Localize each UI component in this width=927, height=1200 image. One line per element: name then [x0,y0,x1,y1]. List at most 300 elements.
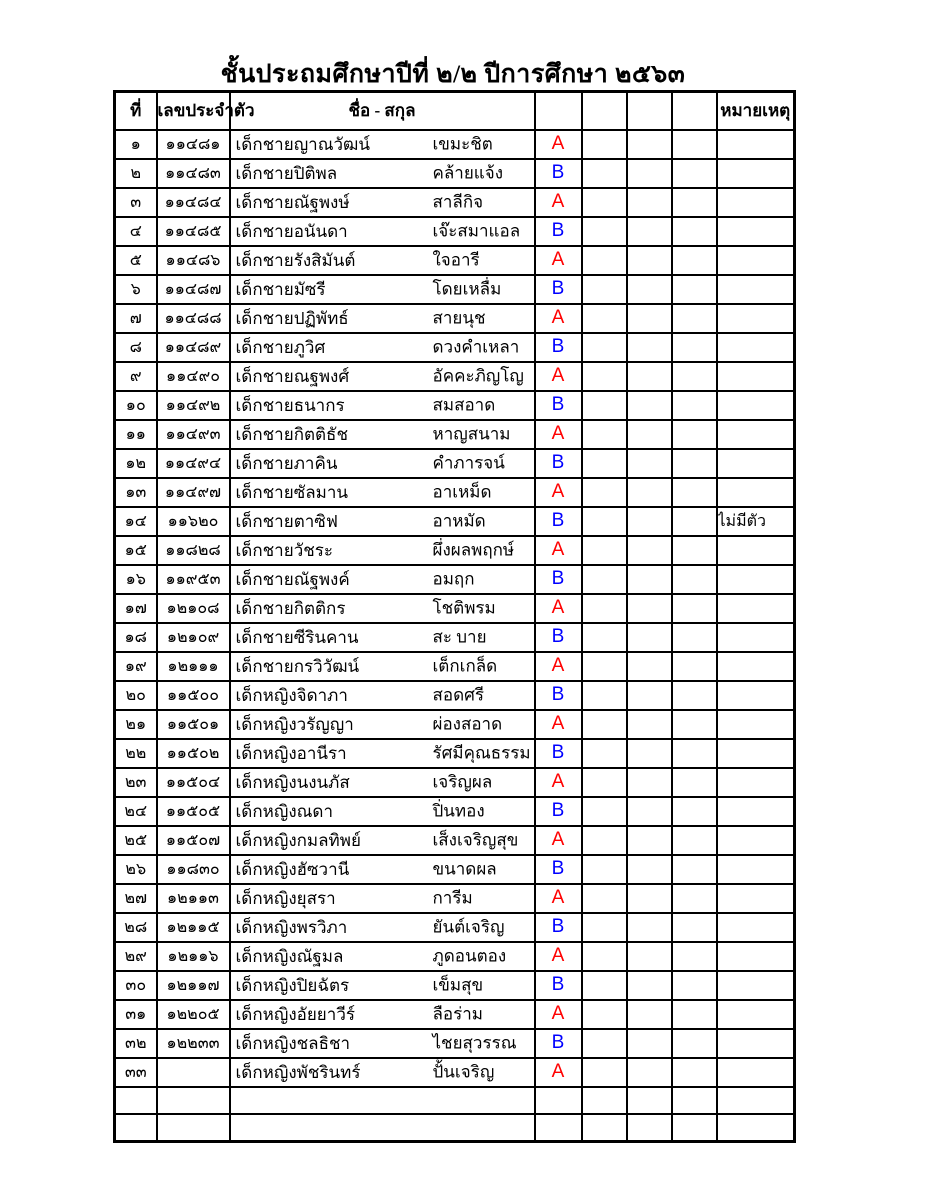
student-name-cell [230,652,535,681]
empty-cell [672,188,717,217]
empty-cell [582,681,627,710]
empty-cell [672,1087,717,1114]
student-name-cell [230,884,535,913]
table-row [115,1087,795,1114]
empty-cell [627,1029,672,1058]
first-name: เด็กชายธนากร [235,395,345,415]
empty-cell [672,797,717,826]
row-number-cell: ๓ [115,188,157,217]
table-row [115,797,795,826]
group-letter-cell: A [535,536,582,565]
table-row [115,420,795,449]
last-name: ขนาดผล [432,859,497,879]
note-cell [717,681,795,710]
student-id-cell: ๑๑๔๙๔ [157,449,230,478]
empty-cell [582,855,627,884]
table-row [115,739,795,768]
student-name-cell [230,333,535,362]
student-id-cell: ๑๒๑๑๗ [157,971,230,1000]
first-name: เด็กชายอนันดา [235,221,348,241]
group-letter-cell: B [535,623,582,652]
group-letter-cell: B [535,797,582,826]
note-cell [717,420,795,449]
empty-cell [672,884,717,913]
student-id-cell: ๑๑๕๐๔ [157,768,230,797]
empty-cell [627,652,672,681]
table-row [115,1029,795,1058]
row-number-cell: ๒๙ [115,942,157,971]
last-name: ยันต์เจริญ [432,917,505,937]
empty-cell [582,739,627,768]
last-name: เจริญผล [432,772,493,792]
empty-cell [627,913,672,942]
empty-cell [627,275,672,304]
last-name: อัคคะภิญโญ [432,366,524,386]
note-cell [717,333,795,362]
note-cell [717,971,795,1000]
student-name-cell [230,478,535,507]
last-name: ผ่องสอาด [432,714,503,734]
group-letter-cell: A [535,652,582,681]
student-name-cell [230,826,535,855]
student-id-cell: ๑๒๑๐๘ [157,594,230,623]
note-cell [717,652,795,681]
note-cell: ไม่มีตัว [717,507,795,536]
empty-cell [672,1000,717,1029]
student-name-cell [230,710,535,739]
empty-cell [627,681,672,710]
empty-cell [582,449,627,478]
empty-cell [582,391,627,420]
group-letter-cell: B [535,855,582,884]
empty-cell [627,217,672,246]
first-name: เด็กหญิงกมลทิพย์ [235,830,361,850]
empty-cell [627,391,672,420]
table-row [115,623,795,652]
first-name: เด็กหญิงอานีรา [235,743,347,763]
group-letter-cell: A [535,710,582,739]
group-letter-cell: A [535,130,582,159]
roster-body [115,130,795,1142]
empty-cell [627,507,672,536]
empty-cell [627,130,672,159]
empty-cell [582,942,627,971]
first-name: เด็กชายญาณวัฒน์ [235,134,371,154]
header-name: ชื่อ - สกุล [230,92,535,130]
first-name: เด็กชายซัลมาน [235,482,349,502]
empty-cell [582,971,627,1000]
student-name-cell [230,797,535,826]
first-name: เด็กชายกิตติกร [235,598,346,618]
student-id-cell [157,1114,230,1141]
page-title: ชั้นประถมศึกษาปีที่ ๒/๒ ปีการศึกษา ๒๕๖๓ [220,61,686,88]
group-letter-cell: B [535,449,582,478]
note-cell [717,1114,795,1141]
row-number-cell: ๗ [115,304,157,333]
row-number-cell: ๓๒ [115,1029,157,1058]
note-cell [717,1058,795,1087]
student-name-cell [230,304,535,333]
empty-cell [582,768,627,797]
empty-cell [627,188,672,217]
group-letter-cell: B [535,739,582,768]
student-id-cell: ๑๒๑๑๖ [157,942,230,971]
row-number-cell: ๒๖ [115,855,157,884]
empty-cell [672,478,717,507]
student-name-cell [230,739,535,768]
student-id-cell: ๑๑๕๐๒ [157,739,230,768]
note-cell [717,1029,795,1058]
student-name-cell [230,275,535,304]
empty-cell [582,478,627,507]
row-number-cell: ๑๕ [115,536,157,565]
note-cell [717,188,795,217]
note-cell [717,362,795,391]
note-cell [717,797,795,826]
first-name: เด็กชายณัฐพงค์ [235,569,350,589]
empty-cell [582,130,627,159]
group-letter-cell [535,1087,582,1114]
student-name-cell [230,391,535,420]
student-id-cell: ๑๑๔๘๔ [157,188,230,217]
student-name-cell [230,1000,535,1029]
table-row [115,855,795,884]
student-id-cell: ๑๑๔๘๕ [157,217,230,246]
first-name: เด็กชายตาซิฟ [235,511,338,531]
table-row [115,681,795,710]
empty-cell [672,246,717,275]
empty-cell [672,768,717,797]
student-name-cell [230,913,535,942]
table-row [115,478,795,507]
table-row [115,130,795,159]
row-number-cell: ๔ [115,217,157,246]
student-name-cell [230,1058,535,1087]
table-row [115,884,795,913]
empty-cell [672,855,717,884]
empty-cell [627,1000,672,1029]
empty-cell [582,826,627,855]
first-name: เด็กชายกรวิวัฒน์ [235,656,360,676]
empty-cell [672,449,717,478]
last-name: ภูดอนตอง [432,946,507,966]
first-name: เด็กชายรังสิมันต์ [235,250,356,270]
first-name: เด็กชายวัชระ [235,540,334,560]
empty-cell [627,449,672,478]
student-name-cell [230,1087,535,1114]
empty-cell [582,1114,627,1141]
student-id-cell: ๑๑๕๐๕ [157,797,230,826]
last-name: สมสอาด [432,395,496,415]
row-number-cell: ๒๑ [115,710,157,739]
last-name: อมฤก [432,569,475,589]
group-letter-cell: B [535,275,582,304]
student-id-cell: ๑๑๘๓๐ [157,855,230,884]
note-cell [717,913,795,942]
header-empty-col-3 [627,92,672,130]
note-cell [717,826,795,855]
group-letter-cell: A [535,304,582,333]
table-row [115,188,795,217]
group-letter-cell: B [535,217,582,246]
row-number-cell: ๒๕ [115,826,157,855]
last-name: เต็กเกล็ด [432,656,498,676]
row-number-cell: ๑๙ [115,652,157,681]
row-number-cell: ๑๑ [115,420,157,449]
header-empty-col-2 [582,92,627,130]
group-letter-cell: A [535,420,582,449]
row-number-cell: ๓๓ [115,1058,157,1087]
row-number-cell: ๒๗ [115,884,157,913]
group-letter-cell: B [535,1029,582,1058]
note-cell [717,246,795,275]
student-name-cell [230,971,535,1000]
empty-cell [672,507,717,536]
empty-cell [582,304,627,333]
row-number-cell: ๑๐ [115,391,157,420]
student-roster-table [113,90,796,1143]
first-name: เด็กชายภาคิน [235,453,338,473]
group-letter-cell: A [535,478,582,507]
last-name: ผึ่งผลพฤกษ์ [432,540,515,560]
group-letter-cell: B [535,971,582,1000]
header-note: หมายเหตุ [717,92,795,130]
student-id-cell: ๑๑๔๙๐ [157,362,230,391]
note-cell [717,275,795,304]
table-row [115,362,795,391]
empty-cell [627,826,672,855]
empty-cell [627,971,672,1000]
group-letter-cell: B [535,333,582,362]
empty-cell [627,1058,672,1087]
student-name-cell [230,1029,535,1058]
note-cell [717,884,795,913]
header-student-id: เลขประจำตัว [157,92,230,130]
student-name-cell [230,507,535,536]
student-name-cell [230,768,535,797]
student-id-cell: ๑๑๔๘๖ [157,246,230,275]
empty-cell [672,710,717,739]
empty-cell [582,565,627,594]
group-letter-cell: A [535,768,582,797]
table-row [115,246,795,275]
first-name: เด็กหญิงจิดาภา [235,685,348,705]
last-name: สายนุช [432,308,486,328]
table-row [115,333,795,362]
last-name: เขมะชิต [432,134,493,154]
student-id-cell: ๑๑๔๘๙ [157,333,230,362]
first-name: เด็กชายปิติพล [235,163,338,183]
student-name-cell [230,362,535,391]
student-id-cell: ๑๑๙๕๓ [157,565,230,594]
empty-cell [672,681,717,710]
empty-cell [672,1114,717,1141]
table-row [115,507,795,536]
student-id-cell: ๑๑๕๐๗ [157,826,230,855]
row-number-cell: ๓๐ [115,971,157,1000]
empty-cell [627,333,672,362]
last-name: อาเหม็ด [432,482,492,502]
note-cell [717,768,795,797]
last-name: เจ๊ะสมาแอล [432,221,521,241]
empty-cell [672,1029,717,1058]
table-row [115,971,795,1000]
group-letter-cell: B [535,507,582,536]
last-name: สอดศรี [432,685,485,705]
last-name: โดยเหลื่ม [432,279,502,299]
student-id-cell: ๑๑๔๘๑ [157,130,230,159]
student-id-cell: ๑๒๒๐๕ [157,1000,230,1029]
note-cell [717,565,795,594]
student-id-cell: ๑๑๔๙๓ [157,420,230,449]
row-number-cell: ๑๒ [115,449,157,478]
empty-cell [582,536,627,565]
row-number-cell: ๑๘ [115,623,157,652]
header-row [115,92,795,130]
empty-cell [582,623,627,652]
empty-cell [582,913,627,942]
empty-cell [672,420,717,449]
student-id-cell [157,1058,230,1087]
student-id-cell: ๑๒๒๓๓ [157,1029,230,1058]
note-cell [717,623,795,652]
group-letter-cell: A [535,594,582,623]
empty-cell [672,159,717,188]
note-cell [717,710,795,739]
empty-cell [672,304,717,333]
row-number-cell: ๑๗ [115,594,157,623]
empty-cell [582,362,627,391]
table-row [115,594,795,623]
student-name-cell [230,449,535,478]
last-name: อาหมัด [432,511,486,531]
student-name-cell [230,246,535,275]
student-name-cell [230,942,535,971]
row-number-cell: ๑ [115,130,157,159]
last-name: โชติพรม [432,598,496,618]
note-cell [717,449,795,478]
empty-cell [627,159,672,188]
empty-cell [627,710,672,739]
note-cell [717,130,795,159]
note-cell [717,739,795,768]
row-number-cell: ๓๑ [115,1000,157,1029]
empty-cell [672,565,717,594]
first-name: เด็กหญิงวรัญญา [235,714,354,734]
table-row [115,304,795,333]
empty-cell [582,1029,627,1058]
table-row [115,159,795,188]
student-name-cell [230,681,535,710]
empty-cell [672,333,717,362]
first-name: เด็กชายซีรินคาน [235,627,359,647]
empty-cell [582,884,627,913]
group-letter-cell: B [535,681,582,710]
table-row [115,391,795,420]
empty-cell [672,275,717,304]
table-row [115,652,795,681]
group-letter-cell: B [535,159,582,188]
last-name: สาลีกิจ [432,192,484,212]
first-name: เด็กหญิงชลธิชา [235,1033,351,1053]
student-name-cell [230,1114,535,1141]
last-name: เข็มสุข [432,975,484,995]
group-letter-cell: A [535,1000,582,1029]
row-number-cell: ๒๔ [115,797,157,826]
student-id-cell: ๑๑๔๘๓ [157,159,230,188]
note-cell [717,536,795,565]
student-id-cell [157,1087,230,1114]
empty-cell [582,797,627,826]
empty-cell [582,1058,627,1087]
empty-cell [672,391,717,420]
empty-cell [582,652,627,681]
student-name-cell [230,159,535,188]
first-name: เด็กหญิงพัชรินทร์ [235,1062,361,1082]
note-cell [717,1000,795,1029]
table-row [115,942,795,971]
empty-cell [627,478,672,507]
row-number-cell: ๖ [115,275,157,304]
empty-cell [582,275,627,304]
student-name-cell [230,623,535,652]
table-row [115,768,795,797]
empty-cell [627,1087,672,1114]
first-name: เด็กชายกิตติธัช [235,424,348,444]
student-name-cell [230,536,535,565]
table-row [115,1000,795,1029]
empty-cell [672,971,717,1000]
last-name: เส็งเจริญสุข [432,830,519,850]
first-name: เด็กหญิงฮัซวานี [235,859,350,879]
empty-cell [672,594,717,623]
header-empty-col-4 [672,92,717,130]
student-id-cell: ๑๒๑๑๑ [157,652,230,681]
student-id-cell: ๑๑๕๐๑ [157,710,230,739]
student-name-cell [230,217,535,246]
last-name: หาญสนาม [432,424,511,444]
student-name-cell [230,420,535,449]
empty-cell [627,594,672,623]
first-name: เด็กหญิงณัฐมล [235,946,344,966]
group-letter-cell: A [535,826,582,855]
last-name: ปั้นเจริญ [432,1062,495,1082]
group-letter-cell: A [535,188,582,217]
group-letter-cell: A [535,884,582,913]
last-name: ใจอารี [432,250,480,270]
empty-cell [627,623,672,652]
row-number-cell: ๒๐ [115,681,157,710]
row-number-cell: ๒ [115,159,157,188]
empty-cell [627,942,672,971]
table-row [115,913,795,942]
empty-cell [672,217,717,246]
note-cell [717,159,795,188]
empty-cell [582,246,627,275]
empty-cell [672,913,717,942]
note-cell [717,942,795,971]
last-name: การีม [432,888,473,908]
last-name: สะ บาย [432,627,487,647]
row-number-cell [115,1114,157,1141]
row-number-cell: ๒๘ [115,913,157,942]
empty-cell [672,623,717,652]
empty-cell [582,420,627,449]
first-name: เด็กชายมัซรี [235,279,326,299]
table-row [115,1058,795,1087]
student-name-cell [230,188,535,217]
first-name: เด็กหญิงพรวิภา [235,917,348,937]
